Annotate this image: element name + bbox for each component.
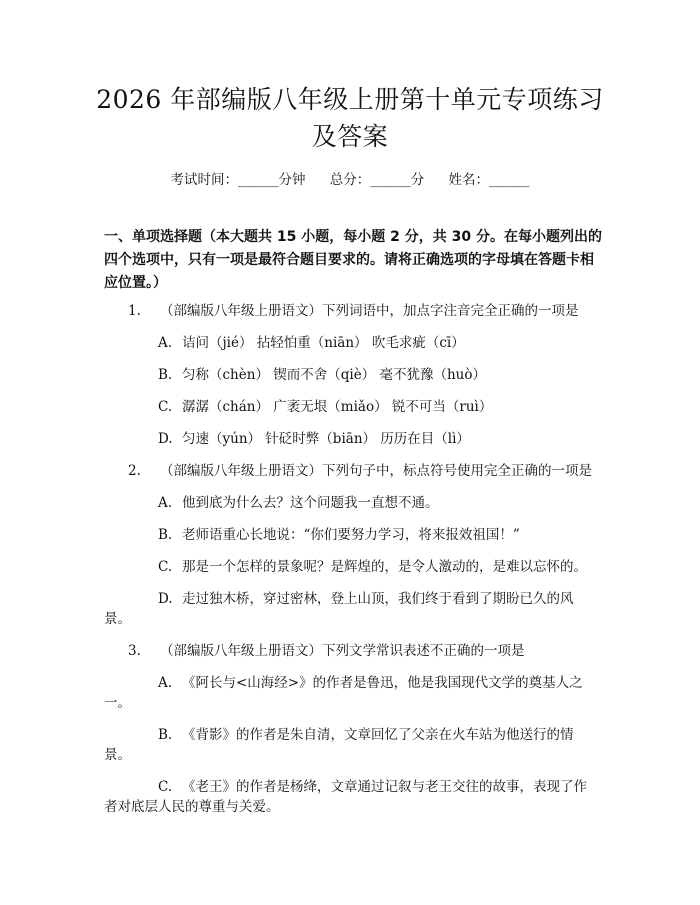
question-2-option-b (158, 525, 520, 545)
option-text: 潺潺（chán） 广袤无垠（miǎo） 锐不可当（ruì） (182, 399, 493, 415)
option-letter: A. (158, 335, 173, 351)
option-letter: B. (158, 527, 173, 543)
question-1-option-a (158, 333, 465, 353)
question-3-option-b-continuation: 景。 (104, 747, 131, 763)
option-text: 诘问（jié） 拈轻怕重（niān） 吹毛求疵（cī） (182, 335, 465, 351)
option-text: 老师语重心长地说：“你们要努力学习，将来报效祖国！” (182, 527, 520, 543)
question-1-option-b (158, 365, 486, 385)
page-title-line2: 及答案 (311, 122, 389, 151)
student-name-field: 姓名：______ (448, 172, 530, 188)
option-text: 那是一个怎样的景象呢？是辉煌的，是令人激动的，是难以忘怀的。 (182, 559, 587, 575)
option-letter: D. (158, 591, 173, 607)
total-score-field: 总分：______分 (329, 172, 425, 188)
option-text: 《老王》的作者是杨绛，文章通过记叙与老王交往的故事，表现了作 (182, 779, 587, 795)
question-1-option-c (158, 397, 492, 417)
question-2-option-c (158, 557, 587, 577)
question-3 (128, 641, 525, 661)
option-text: 匀称（chèn） 锲而不舍（qiè） 毫不犹豫（huò） (182, 367, 486, 383)
option-letter: A. (158, 675, 173, 691)
exam-time-field: 考试时间：______分钟 (170, 172, 306, 188)
question-stem: （部编版八年级上册语文）下列文学常识表述不正确的一项是 (160, 643, 525, 659)
option-text: 匀速（yún） 针砭时弊（biān） 历历在目（lì） (182, 431, 470, 447)
option-text: 他到底为什么去？这个问题我一直想不通。 (182, 495, 439, 511)
option-letter: A. (158, 495, 173, 511)
question-2-option-d-continuation: 景。 (104, 611, 131, 627)
question-number: 1. (128, 303, 141, 319)
question-1-option-d (158, 429, 470, 449)
question-3-option-b (158, 725, 574, 745)
option-letter: C. (158, 399, 173, 415)
page-title-line1: 2026 年部编版八年级上册第十单元专项练习 (96, 85, 604, 114)
option-text: 《背影》的作者是朱自清，文章回忆了父亲在火车站为他送行的情 (182, 727, 574, 743)
exam-meta (0, 168, 700, 188)
option-letter: D. (158, 431, 173, 447)
option-text: 《阿长与<山海经>》的作者是鲁迅，他是我国现代文学的奠基人之 (182, 675, 583, 691)
question-3-option-a (158, 673, 583, 693)
option-letter: B. (158, 367, 173, 383)
option-letter: C. (158, 559, 173, 575)
question-2-option-a (158, 493, 439, 513)
question-2 (128, 461, 592, 481)
question-3-option-c-continuation: 者对底层人民的尊重与关爱。 (104, 799, 280, 815)
question-stem: （部编版八年级上册语文）下列词语中，加点字注音完全正确的一项是 (160, 303, 579, 319)
section-heading: 一、单项选择题（本大题共 15 小题，每小题 2 分，共 30 分。在每小题列出的四个选项中，只有一项是最符合题目要求的。请将正确选项的字母填在答题卡相应位置。） (104, 229, 602, 291)
option-text: 走过独木桥，穿过密林，登上山顶，我们终于看到了期盼已久的风 (182, 591, 574, 607)
question-3-option-a-continuation: 一。 (104, 695, 131, 711)
question-stem: （部编版八年级上册语文）下列句子中，标点符号使用完全正确的一项是 (160, 463, 592, 479)
question-number: 3. (128, 643, 141, 659)
option-letter: B. (158, 727, 173, 743)
question-2-option-d (158, 589, 574, 609)
option-letter: C. (158, 779, 173, 795)
question-number: 2. (128, 463, 141, 479)
question-1 (128, 301, 579, 321)
question-3-option-c (158, 777, 587, 797)
